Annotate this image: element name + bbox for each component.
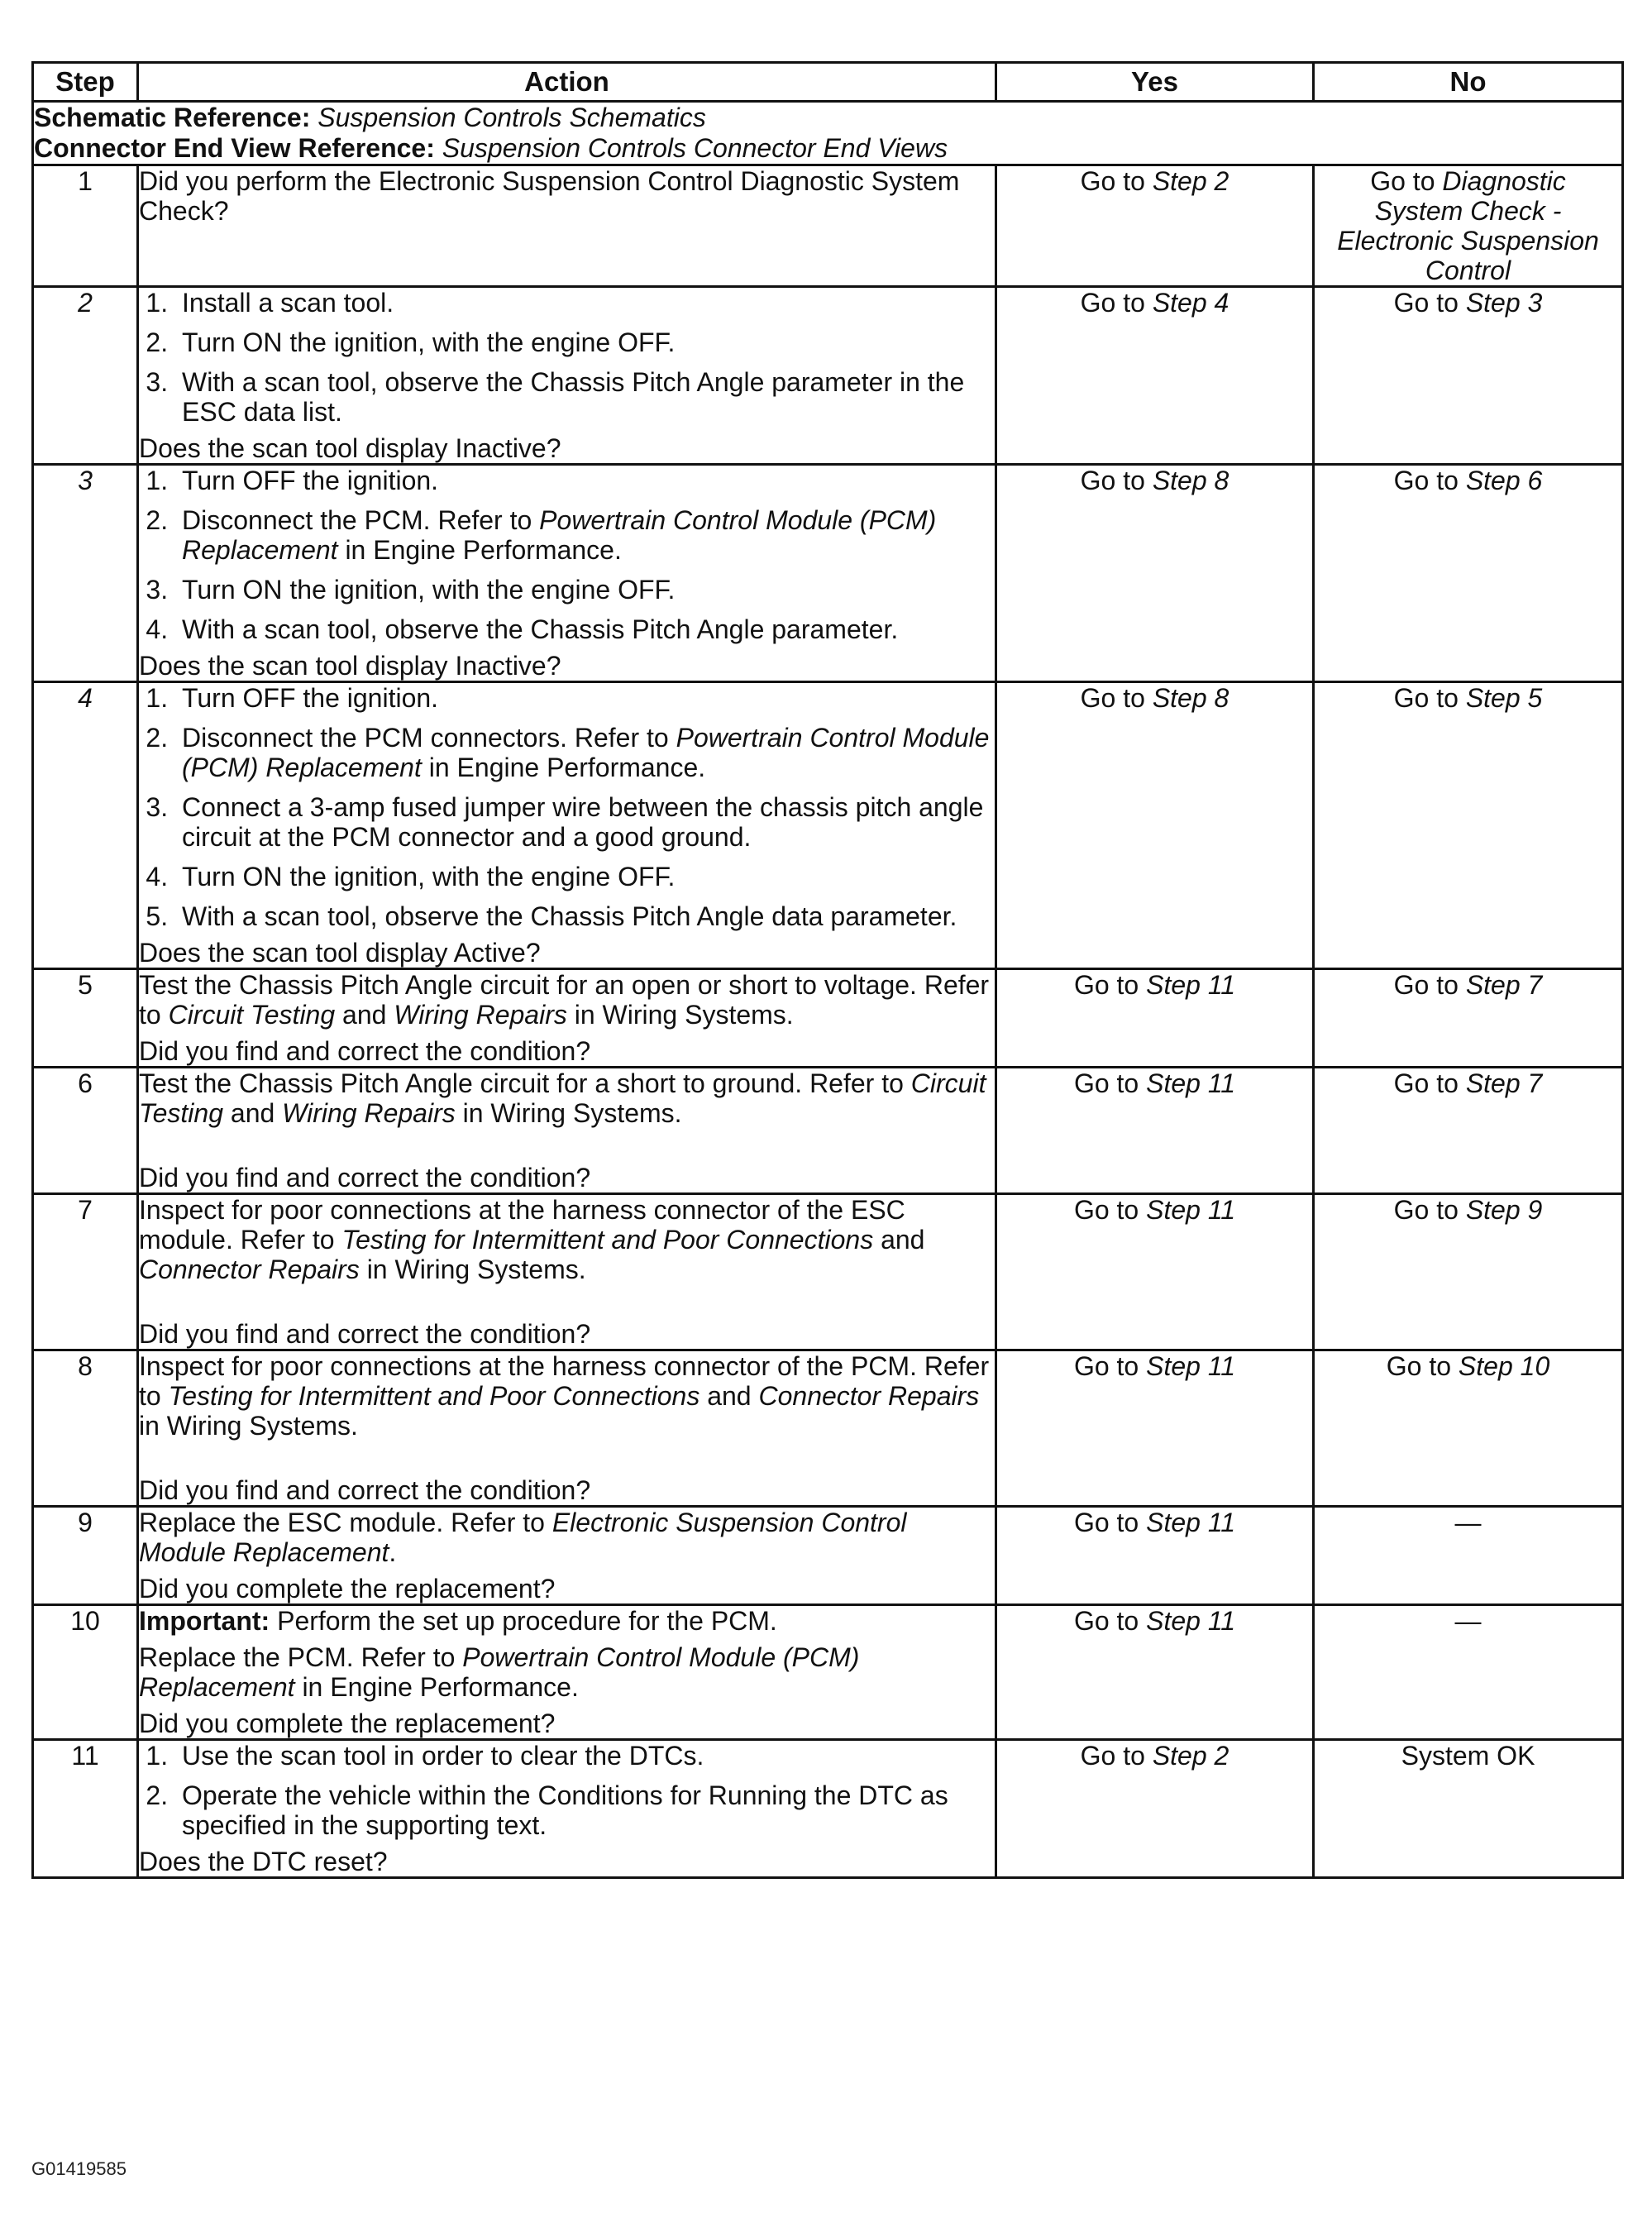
step-link[interactable]: Step 11 bbox=[1146, 1195, 1236, 1225]
step-action bbox=[138, 1507, 996, 1605]
no-cell bbox=[1314, 1605, 1623, 1740]
go-to-label: Go to bbox=[1080, 466, 1145, 495]
header-action: Action bbox=[138, 63, 996, 102]
step-question: Did you find and correct the condition? bbox=[139, 1163, 591, 1192]
step-link[interactable]: Step 9 bbox=[1465, 1195, 1543, 1225]
header-step: Step bbox=[33, 63, 138, 102]
go-to-label: Go to bbox=[1080, 1741, 1145, 1771]
diagnostic-link-2[interactable]: System Check - bbox=[1374, 196, 1562, 226]
step-question: Did you find and correct the condition? bbox=[139, 1319, 591, 1349]
table-row bbox=[33, 969, 1623, 1068]
go-to-label: Go to bbox=[1080, 683, 1145, 713]
list-item-text: Disconnect the PCM connectors. Refer to bbox=[182, 723, 669, 753]
reference-link[interactable]: Powertrain Control Module (PCM) Replacement bbox=[182, 505, 937, 565]
table-row bbox=[33, 682, 1623, 969]
header-no: No bbox=[1314, 63, 1623, 102]
table-row bbox=[33, 287, 1623, 465]
step-link[interactable]: Step 2 bbox=[1152, 1741, 1229, 1771]
no-value: — bbox=[1454, 1508, 1482, 1537]
yes-cell bbox=[996, 165, 1314, 287]
step-link[interactable]: Step 11 bbox=[1146, 1508, 1236, 1537]
list-item-text: in Engine Performance. bbox=[345, 535, 622, 565]
step-number: 2 bbox=[33, 287, 138, 465]
yes-cell bbox=[996, 1507, 1314, 1605]
step-number: 8 bbox=[33, 1350, 138, 1507]
yes-cell bbox=[996, 1194, 1314, 1350]
yes-cell bbox=[996, 465, 1314, 682]
reference-link[interactable]: Circuit Testing bbox=[139, 1068, 986, 1128]
list-item: 1. Use the scan tool in order to clear the DTCs. bbox=[175, 1741, 995, 1771]
step-question: Did you find and correct the condition? bbox=[139, 1036, 591, 1066]
list-item-text: in Engine Performance. bbox=[428, 753, 706, 782]
schematic-reference bbox=[34, 103, 1621, 133]
step-link[interactable]: Step 11 bbox=[1146, 970, 1236, 1000]
go-to-label: Go to bbox=[1393, 1195, 1459, 1225]
step-question: Does the scan tool display Inactive? bbox=[139, 433, 561, 463]
table-row bbox=[33, 165, 1623, 287]
step-text-part: in Wiring Systems. bbox=[366, 1255, 586, 1284]
no-cell bbox=[1314, 682, 1623, 969]
go-to-label: Go to bbox=[1393, 288, 1459, 318]
important-text: Perform the set up procedure for the PCM. bbox=[277, 1606, 777, 1636]
no-value: System OK bbox=[1401, 1741, 1535, 1771]
step-question: Does the scan tool display Active? bbox=[139, 938, 541, 968]
go-to-label: Go to bbox=[1073, 1606, 1139, 1636]
list-item: 3. Turn ON the ignition, with the engine OFF. bbox=[175, 575, 995, 605]
no-cell bbox=[1314, 1507, 1623, 1605]
step-link[interactable]: Step 8 bbox=[1152, 466, 1229, 495]
step-text-part: in Engine Performance. bbox=[302, 1672, 579, 1702]
go-to-label: Go to bbox=[1393, 1068, 1459, 1098]
list-item: 1. Turn OFF the ignition. bbox=[175, 683, 995, 713]
step-action bbox=[138, 465, 996, 682]
go-to-label: Go to bbox=[1073, 1351, 1139, 1381]
table-row bbox=[33, 1507, 1623, 1605]
step-number: 6 bbox=[33, 1068, 138, 1194]
go-to-label: Go to bbox=[1073, 1195, 1139, 1225]
step-link[interactable]: Step 6 bbox=[1465, 466, 1543, 495]
table-row bbox=[33, 465, 1623, 682]
list-item-text: Disconnect the PCM. Refer to bbox=[182, 505, 532, 535]
list-item: 1. Turn OFF the ignition. bbox=[175, 466, 995, 495]
yes-cell bbox=[996, 287, 1314, 465]
table-row bbox=[33, 1350, 1623, 1507]
reference-link[interactable]: Testing for Intermittent and Poor Connections bbox=[341, 1225, 874, 1255]
go-to-label: Go to bbox=[1393, 466, 1459, 495]
no-cell bbox=[1314, 1068, 1623, 1194]
step-number: 5 bbox=[33, 969, 138, 1068]
list-item: 4. Turn ON the ignition, with the engine OFF. bbox=[175, 862, 995, 891]
step-action bbox=[138, 1605, 996, 1740]
list-item: 4. With a scan tool, observe the Chassis Pitch Angle parameter. bbox=[175, 614, 995, 644]
step-link[interactable]: Step 5 bbox=[1465, 683, 1543, 713]
step-number: 1 bbox=[33, 165, 138, 287]
header-yes: Yes bbox=[996, 63, 1314, 102]
reference-link[interactable]: Powertrain Control Module (PCM) Replacement bbox=[182, 723, 990, 782]
go-to-label: Go to bbox=[1393, 683, 1459, 713]
list-item: 2. Turn ON the ignition, with the engine OFF. bbox=[175, 327, 995, 357]
step-link[interactable]: Step 7 bbox=[1465, 970, 1543, 1000]
reference-cell bbox=[33, 102, 1623, 165]
table-row bbox=[33, 1605, 1623, 1740]
step-number: 9 bbox=[33, 1507, 138, 1605]
step-number: 4 bbox=[33, 682, 138, 969]
important-note bbox=[139, 1606, 995, 1636]
step-text-part: Test the Chassis Pitch Angle circuit for a short to ground. Refer to bbox=[139, 1068, 904, 1098]
step-action bbox=[138, 1194, 996, 1350]
go-to-label: Go to bbox=[1370, 166, 1435, 196]
diagnostic-link-4[interactable]: Control bbox=[1425, 256, 1511, 285]
diagnostic-link[interactable]: Diagnostic bbox=[1442, 166, 1566, 196]
go-to-label: Go to bbox=[1080, 288, 1145, 318]
step-link[interactable]: Step 11 bbox=[1146, 1351, 1236, 1381]
list-item: 2. Operate the vehicle within the Conditions for Running the DTC as specified in the supporting text. bbox=[175, 1780, 995, 1840]
diagnostic-link-3[interactable]: Electronic Suspension bbox=[1337, 226, 1599, 256]
no-cell bbox=[1314, 1194, 1623, 1350]
step-text-part: and bbox=[230, 1098, 275, 1128]
step-link[interactable]: Step 11 bbox=[1146, 1068, 1236, 1098]
reference-link[interactable]: Connector Repairs bbox=[758, 1381, 980, 1411]
step-question: Did you perform the Electronic Suspension Control Diagnostic System Check? bbox=[139, 166, 960, 226]
connector-reference-link[interactable]: Suspension Controls Connector End Views bbox=[442, 133, 948, 163]
yes-cell bbox=[996, 1605, 1314, 1740]
reference-link[interactable]: Wiring Repairs bbox=[282, 1098, 456, 1128]
diagnostic-table bbox=[31, 61, 1624, 1879]
step-text-part: in Wiring Systems. bbox=[574, 1000, 794, 1030]
list-item bbox=[175, 723, 995, 782]
go-to-label: Go to bbox=[1080, 166, 1145, 196]
reference-row bbox=[33, 102, 1623, 165]
header-row bbox=[33, 63, 1623, 102]
step-link[interactable]: Step 3 bbox=[1465, 288, 1543, 318]
step-text-part: Test the Chassis Pitch Angle circuit for an open or short to voltage. Refer to bbox=[139, 970, 990, 1030]
step-text-part: and bbox=[342, 1000, 387, 1030]
step-number: 3 bbox=[33, 465, 138, 682]
reference-link[interactable]: Powertrain Control Module (PCM) Replacement bbox=[139, 1642, 860, 1702]
step-action bbox=[138, 287, 996, 465]
step-text-part: Replace the PCM. Refer to bbox=[139, 1642, 456, 1672]
step-question: Does the DTC reset? bbox=[139, 1847, 388, 1876]
step-link[interactable]: Step 10 bbox=[1458, 1351, 1550, 1381]
step-text bbox=[139, 1195, 995, 1284]
step-action bbox=[138, 1068, 996, 1194]
step-link[interactable]: Step 11 bbox=[1146, 1606, 1236, 1636]
no-value: — bbox=[1454, 1606, 1482, 1636]
go-to-label: Go to bbox=[1073, 1508, 1139, 1537]
reference-link[interactable]: Testing for Intermittent and Poor Connections bbox=[168, 1381, 700, 1411]
yes-cell bbox=[996, 969, 1314, 1068]
table-row bbox=[33, 1740, 1623, 1878]
step-number: 11 bbox=[33, 1740, 138, 1878]
figure-id: G01419585 bbox=[31, 2158, 127, 2179]
step-text-part: and bbox=[707, 1381, 752, 1411]
connector-reference-label: Connector End View Reference: bbox=[34, 133, 435, 163]
no-cell bbox=[1314, 465, 1623, 682]
yes-cell bbox=[996, 1350, 1314, 1507]
step-link[interactable]: Step 2 bbox=[1152, 166, 1229, 196]
step-link[interactable]: Step 4 bbox=[1152, 288, 1229, 318]
schematic-reference-label: Schematic Reference: bbox=[34, 103, 311, 132]
step-text-part: Inspect for poor connections at the harness connector of the PCM. Refer to bbox=[139, 1351, 990, 1411]
connector-reference bbox=[34, 133, 1621, 164]
reference-link[interactable]: Connector Repairs bbox=[139, 1255, 360, 1284]
step-action bbox=[138, 1350, 996, 1507]
step-text bbox=[139, 970, 995, 1030]
reference-link[interactable]: Wiring Repairs bbox=[394, 1000, 567, 1030]
step-instructions bbox=[139, 683, 995, 931]
yes-cell bbox=[996, 682, 1314, 969]
step-text bbox=[139, 1351, 995, 1441]
step-text bbox=[139, 1508, 995, 1567]
step-instructions bbox=[139, 466, 995, 644]
yes-cell bbox=[996, 1740, 1314, 1878]
step-question: Did you complete the replacement? bbox=[139, 1574, 556, 1604]
no-cell bbox=[1314, 1740, 1623, 1878]
step-question: Did you find and correct the condition? bbox=[139, 1475, 591, 1505]
step-text bbox=[139, 1068, 995, 1128]
list-item bbox=[175, 505, 995, 565]
important-label: Important: bbox=[139, 1606, 270, 1636]
table-row bbox=[33, 1068, 1623, 1194]
step-link[interactable]: Step 7 bbox=[1465, 1068, 1543, 1098]
step-text-part: in Wiring Systems. bbox=[139, 1411, 358, 1441]
step-text-part: . bbox=[389, 1537, 397, 1567]
reference-link[interactable]: Circuit Testing bbox=[168, 1000, 336, 1030]
no-cell bbox=[1314, 969, 1623, 1068]
step-instructions bbox=[139, 288, 995, 427]
step-link[interactable]: Step 8 bbox=[1152, 683, 1229, 713]
step-number: 7 bbox=[33, 1194, 138, 1350]
step-instructions bbox=[139, 1741, 995, 1840]
step-text-part: Replace the ESC module. Refer to bbox=[139, 1508, 545, 1537]
no-cell bbox=[1314, 287, 1623, 465]
list-item: 5. With a scan tool, observe the Chassis Pitch Angle data parameter. bbox=[175, 901, 995, 931]
go-to-label: Go to bbox=[1073, 1068, 1139, 1098]
step-question: Does the scan tool display Inactive? bbox=[139, 651, 561, 681]
step-text bbox=[139, 1642, 995, 1702]
no-cell bbox=[1314, 1350, 1623, 1507]
step-text-part: and bbox=[881, 1225, 925, 1255]
step-action bbox=[138, 969, 996, 1068]
step-text-part: in Wiring Systems. bbox=[462, 1098, 682, 1128]
step-text-part: Inspect for poor connections at the harness connector of the ESC module. Refer to bbox=[139, 1195, 905, 1255]
list-item: 3. With a scan tool, observe the Chassis Pitch Angle parameter in the ESC data list. bbox=[175, 367, 995, 427]
schematic-reference-link[interactable]: Suspension Controls Schematics bbox=[318, 103, 706, 132]
table-row bbox=[33, 1194, 1623, 1350]
list-item: 1. Install a scan tool. bbox=[175, 288, 995, 318]
step-number: 10 bbox=[33, 1605, 138, 1740]
no-cell bbox=[1314, 165, 1623, 287]
step-question: Did you complete the replacement? bbox=[139, 1709, 556, 1738]
reference-link[interactable]: Electronic Suspension Control Module Replacement bbox=[139, 1508, 907, 1567]
step-action bbox=[138, 165, 996, 287]
go-to-label: Go to bbox=[1393, 970, 1459, 1000]
step-action bbox=[138, 1740, 996, 1878]
list-item: 3. Connect a 3-amp fused jumper wire between the chassis pitch angle circuit at the PCM connector and a good ground. bbox=[175, 792, 995, 852]
step-action bbox=[138, 682, 996, 969]
go-to-label: Go to bbox=[1386, 1351, 1452, 1381]
yes-cell bbox=[996, 1068, 1314, 1194]
go-to-label: Go to bbox=[1073, 970, 1139, 1000]
